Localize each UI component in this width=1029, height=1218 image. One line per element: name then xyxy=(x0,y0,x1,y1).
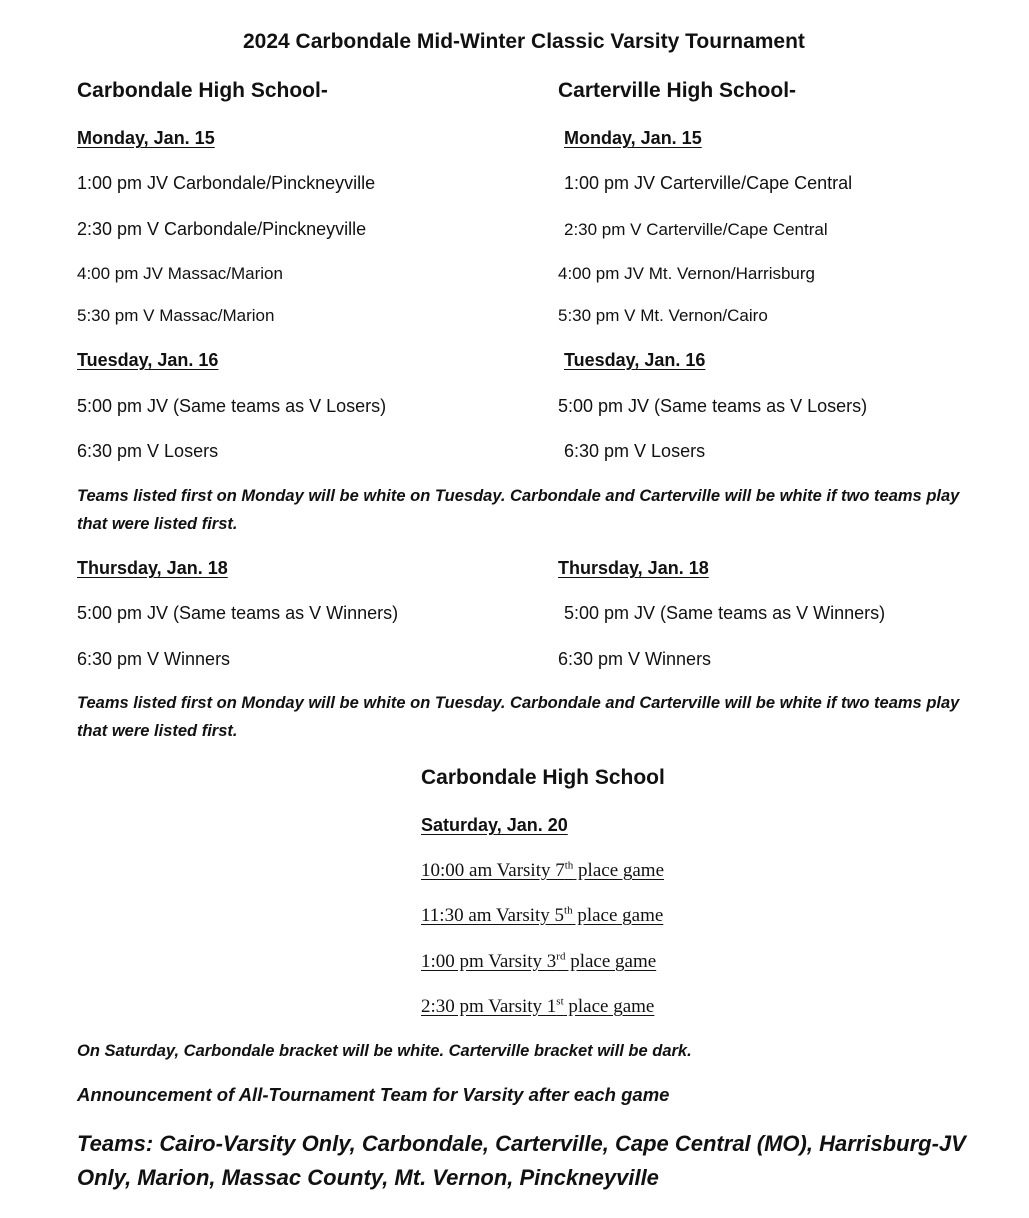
right-tuesday-heading: Tuesday, Jan. 16 xyxy=(564,350,706,370)
saturday-school-heading: Carbondale High School xyxy=(421,766,665,789)
right-monday-game-2: 2:30 pm V Carterville/Cape Central xyxy=(564,220,828,239)
left-tuesday-game-1: 5:00 pm JV (Same teams as V Losers) xyxy=(77,396,387,416)
thursday-jersey-note: Teams listed first on Monday will be white on Tuesday. Carbondale and Carterville will be white if two teams play that were listed first. xyxy=(77,694,960,740)
right-thursday-game-2: 6:30 pm V Winners xyxy=(558,649,712,669)
right-school-heading: Carterville High School- xyxy=(558,79,797,102)
left-monday-heading: Monday, Jan. 15 xyxy=(77,128,215,148)
left-monday-game-2: 2:30 pm V Carbondale/Pinckneyville xyxy=(77,219,367,239)
right-thursday-game-1: 5:00 pm JV (Same teams as V Winners) xyxy=(564,603,886,623)
left-tuesday-heading: Tuesday, Jan. 16 xyxy=(77,350,219,370)
saturday-game-1: 10:00 am Varsity 7th place game xyxy=(421,859,665,881)
left-thursday-game-2: 6:30 pm V Winners xyxy=(77,649,231,669)
page-title: 2024 Carbondale Mid-Winter Classic Varsity Tournament xyxy=(243,30,805,53)
announcement-note: Announcement of All-Tournament Team for Varsity after each game xyxy=(77,1084,670,1105)
saturday-heading: Saturday, Jan. 20 xyxy=(421,815,568,835)
teams-list: Teams: Cairo-Varsity Only, Carbondale, Carterville, Cape Central (MO), Harrisburg-JV Only, Marion, Massac County, Mt. Vernon, Pinckneyville xyxy=(77,1131,966,1190)
right-thursday-heading: Thursday, Jan. 18 xyxy=(558,558,709,578)
left-monday-game-3: 4:00 pm JV Massac/Marion xyxy=(77,264,283,283)
left-tuesday-game-2: 6:30 pm V Losers xyxy=(77,441,219,461)
saturday-game-3: 1:00 pm Varsity 3rd place game xyxy=(421,950,657,972)
right-monday-game-3: 4:00 pm JV Mt. Vernon/Harrisburg xyxy=(558,264,816,283)
saturday-jersey-note: On Saturday, Carbondale bracket will be white. Carterville bracket will be dark. xyxy=(77,1042,692,1060)
saturday-game-4: 2:30 pm Varsity 1st place game xyxy=(421,995,655,1017)
left-thursday-heading: Thursday, Jan. 18 xyxy=(77,558,228,578)
saturday-game-2: 11:30 am Varsity 5th place game xyxy=(421,904,664,926)
right-monday-heading: Monday, Jan. 15 xyxy=(564,128,702,148)
left-monday-game-4: 5:30 pm V Massac/Marion xyxy=(77,306,275,325)
left-school-heading: Carbondale High School- xyxy=(77,79,328,102)
left-monday-game-1: 1:00 pm JV Carbondale/Pinckneyville xyxy=(77,173,376,193)
right-monday-game-4: 5:30 pm V Mt. Vernon/Cairo xyxy=(558,306,768,325)
tuesday-jersey-note: Teams listed first on Monday will be white on Tuesday. Carbondale and Carterville will be white if two teams play that were listed first. xyxy=(77,487,960,533)
right-tuesday-game-1: 5:00 pm JV (Same teams as V Losers) xyxy=(558,396,868,416)
right-monday-game-1: 1:00 pm JV Carterville/Cape Central xyxy=(564,173,853,193)
right-tuesday-game-2: 6:30 pm V Losers xyxy=(564,441,706,461)
left-thursday-game-1: 5:00 pm JV (Same teams as V Winners) xyxy=(77,603,399,623)
